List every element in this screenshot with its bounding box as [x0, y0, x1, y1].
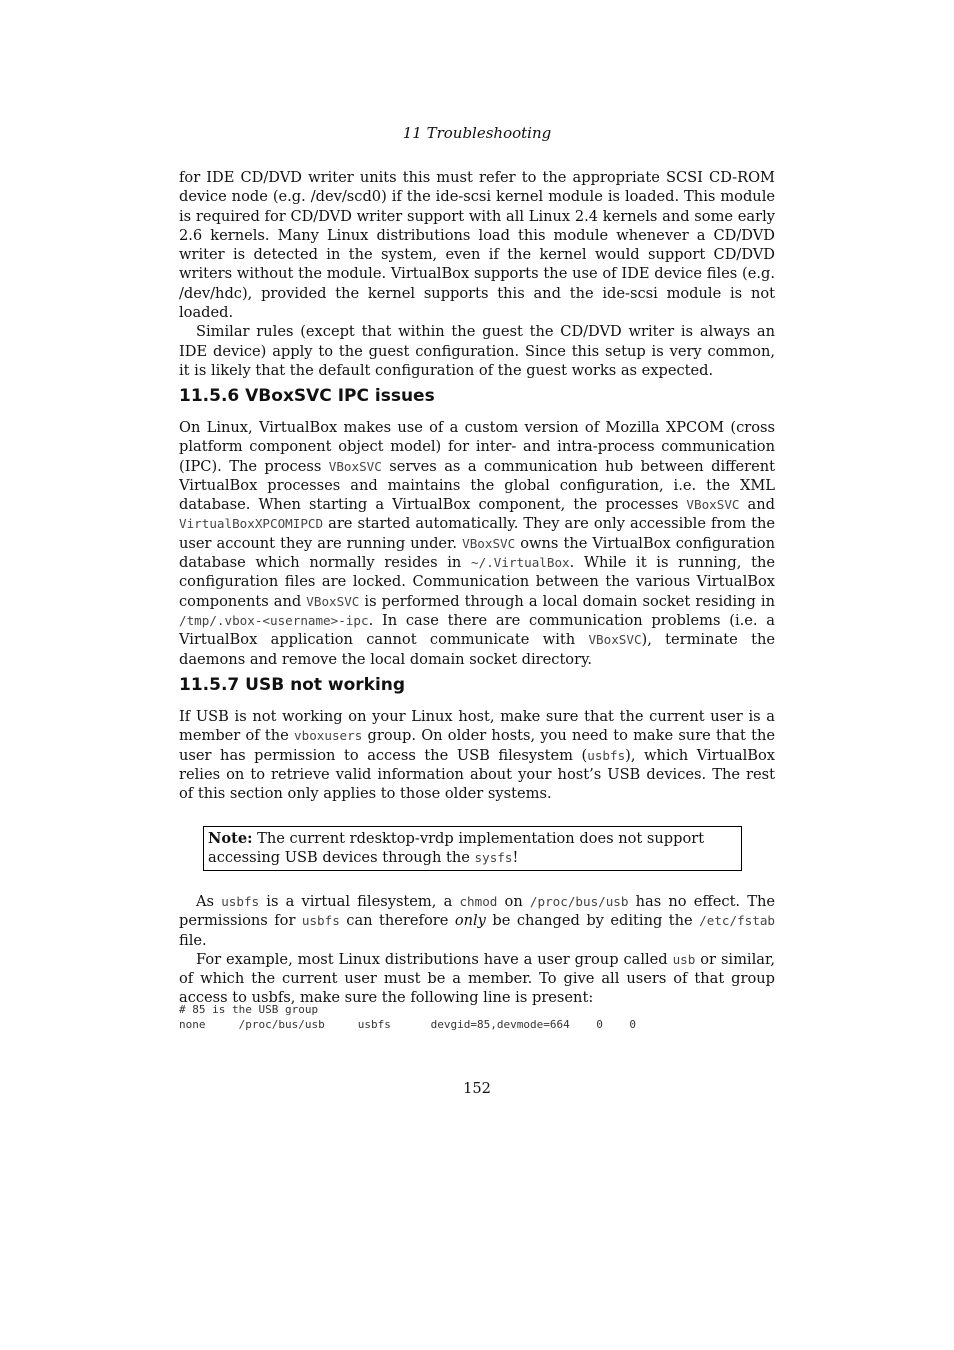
text-run: . While it is running, the configuration files are locked. Communication between the various VirtualBox components and	[179, 554, 775, 610]
text-run: ), which VirtualBox relies on to retrieve valid information about your host’s USB devices. The rest of this section only applies to those older systems.	[179, 746, 775, 803]
text-run: group. On older hosts, you need to make sure that the user has permission to access the USB filesystem (	[179, 727, 775, 764]
usb-block-2	[179, 892, 775, 1008]
intro-paragraph-2: Similar rules (except that within the guest the CD/DVD writer is always an IDE device) apply to the guest configuration. Since this setup is very common, it is likely that the default configuration of the guest works as expected.	[179, 323, 775, 379]
section-heading-usb: 11.5.7 USB not working	[179, 675, 406, 695]
emphasis: only	[454, 912, 486, 930]
text-run: has no effect. The permissions for	[179, 893, 776, 930]
code-inline: /proc/bus/usb	[529, 894, 629, 909]
vboxsvc-paragraph	[179, 418, 775, 669]
intro-block	[179, 168, 775, 380]
text-run: serves as a communication hub between different VirtualBox processes and maintains the global configuration, i.e. the XML database. When starting a VirtualBox component, the processes	[179, 457, 775, 514]
text-run: on	[497, 893, 530, 910]
code-inline: usbfs	[587, 747, 626, 763]
code-inline: usb	[672, 951, 696, 967]
code-inline: VBoxSVC	[686, 497, 740, 513]
code-inline: sysfs	[474, 850, 513, 866]
text-run: can therefore	[339, 912, 455, 930]
text-run: and	[739, 496, 775, 514]
text-run: On Linux, VirtualBox makes use of a custom version of Mozilla XPCOM (cross platform component object model) for inter- and intra-process communication (IPC). The process	[179, 419, 775, 475]
code-inline: VBoxSVC	[328, 458, 382, 474]
code-inline: usbfs	[301, 913, 340, 929]
code-inline: VirtualBoxXPCOMIPCD	[179, 516, 324, 532]
usb-paragraph-1	[179, 707, 775, 803]
code-inline: VBoxSVC	[306, 593, 360, 609]
note-box	[203, 826, 742, 871]
text-run: The current rdesktop-vrdp implementation does not support accessing USB devices through the	[208, 830, 705, 867]
text-run: As	[196, 893, 222, 910]
page-number: 152	[463, 1080, 491, 1097]
code-inline: vboxusers	[294, 728, 363, 744]
vboxsvc-block	[179, 418, 775, 669]
intro-paragraph-1: for IDE CD/DVD writer units this must refer to the appropriate SCSI CD-ROM device node (e.g. /dev/scd0) if the ide-scsi kernel module is loaded. This module is required for CD/DVD writer support with all Linux 2.4 kernels and some early 2.6 kernels. Many Linux distributions load this module whenever a CD/DVD writer is detected in the system, even if the kernel would support CD/DVD writers without the module. VirtualBox supports the use of IDE device files (e.g. /dev/hdc), provided the kernel supports this and the ide-scsi module is not loaded.	[179, 169, 775, 322]
text-run: ), terminate the daemons and remove the local domain socket directory.	[179, 631, 775, 668]
text-run: file.	[179, 931, 207, 949]
running-head: 11 Troubleshooting	[402, 124, 552, 142]
code-inline: /etc/fstab	[699, 913, 775, 929]
usb-paragraph-2	[179, 892, 775, 950]
text-run: If USB is not working on your Linux host, make sure that the current user is a member of the	[179, 708, 775, 745]
text-run: !	[512, 849, 519, 867]
code-inline: usbfs	[221, 894, 260, 909]
text-run: be changed by editing the	[485, 912, 700, 930]
usb-block-1	[179, 707, 775, 803]
code-inline: /tmp/.vbox-<username>-ipc	[179, 612, 369, 628]
code-inline: VBoxSVC	[462, 535, 516, 551]
text-run: For example, most Linux distributions have a user group called	[196, 950, 673, 968]
text-run: or similar, of which the current user must be a member. To give all users of that group access to usbfs, make sure the following line is present:	[179, 950, 775, 1007]
text-run: are started automatically. They are only accessible from the user account they are running under.	[179, 515, 775, 552]
note-label: Note:	[208, 830, 253, 847]
usb-paragraph-3	[179, 950, 775, 1008]
section-heading-vboxsvc: 11.5.6 VBoxSVC IPC issues	[179, 386, 435, 406]
text-run: . In case there are communication problems (i.e. a VirtualBox application cannot communicate with	[179, 611, 775, 649]
code-inline: ~/.VirtualBox	[471, 555, 570, 571]
text-run: is a virtual filesystem, a	[259, 893, 460, 910]
text-run: is performed through a local domain socket residing in	[359, 592, 775, 610]
code-inline: chmod	[459, 894, 498, 909]
text-run: owns the VirtualBox configuration database which normally resides in	[179, 534, 775, 572]
code-block-fstab: # 85 is the USB group none /proc/bus/usb usbfs devgid=85,devmode=664 0 0	[179, 1003, 636, 1031]
code-inline: VBoxSVC	[588, 632, 642, 648]
